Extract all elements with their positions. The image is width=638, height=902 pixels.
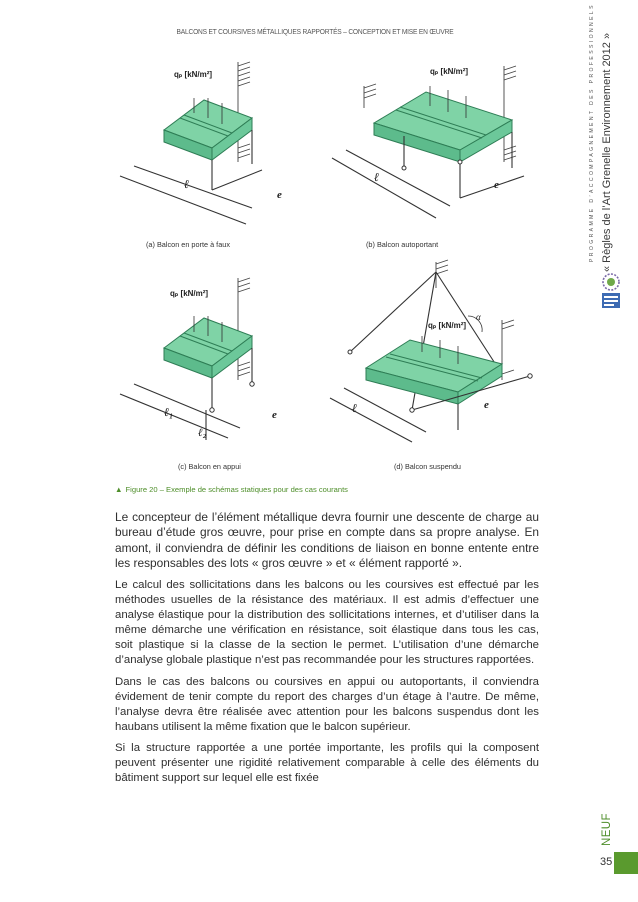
grenelle-logo — [600, 272, 622, 310]
panel-a — [112, 58, 322, 228]
paragraph-2: Le calcul des sollicitations dans les balcons ou les coursives est effectué par les méthodes usuelles de la résistance des matériaux. Il est admis d’effectuer une analyse élastique pour la distribution des sollicitations internes, et d’utiliser dans la même démarche une vérification en résistance, soit élastique dans tous les cas, soit plastique si la classe de la section le permet. L’utilisation d’une démarche d’analyse globale plastique n’est pas recommandée pour les structures rapportées. — [115, 579, 539, 667]
triangle-up-icon: ▲ — [115, 485, 123, 494]
panel-c-dim-e: e — [272, 409, 277, 421]
panel-d-diagram — [326, 258, 540, 454]
panel-d-load-label: qₚ [kN/m²] — [428, 321, 467, 330]
panel-d-dim-l: ℓ — [352, 401, 358, 415]
green-tab — [614, 852, 638, 874]
panel-a-dim-l: ℓ — [184, 177, 190, 191]
figure-20 — [104, 58, 540, 478]
panel-d-angle: α — [476, 312, 481, 322]
panel-c-dim-l1: ℓ₁ — [164, 405, 174, 419]
body-text — [115, 510, 539, 793]
panel-a-diagram — [112, 58, 322, 228]
running-header: BALCONS ET COURSIVES MÉTALLIQUES RAPPORTÉS – CONCEPTION ET MISE EN ŒUVRE — [176, 27, 454, 36]
figure-caption-text: Figure 20 – Exemple de schémas statiques pour des cas courants — [125, 485, 348, 494]
panel-c-caption: (c) Balcon en appui — [178, 462, 241, 471]
panel-a-caption: (a) Balcon en porte à faux — [146, 240, 230, 249]
sidebar-programme: PROGRAMME D’ACCOMPAGNEMENT DES PROFESSIONNELS — [589, 3, 595, 262]
panel-c-dim-l2: ℓ₂ — [198, 427, 207, 439]
panel-d-dim-e: e — [484, 399, 489, 411]
panel-b-dim-e: e — [494, 179, 499, 191]
panel-a-load-label: qₚ [kN/m²] — [174, 70, 213, 79]
panel-b-caption: (b) Balcon autoportant — [366, 240, 439, 249]
panel-d-caption: (d) Balcon suspendu — [394, 462, 461, 471]
sidebar — [589, 3, 629, 298]
paragraph-1: Le concepteur de l’élément métallique devra fournir une descente de charge au bureau d’étude gros œuvre, pour prise en compte dans sa propre analyse. En amont, il conviendra de définir les conditions de liaison en bonne entente entre les responsables des lots « gros œuvre » et « élément rapporté ». — [115, 510, 539, 571]
figure-caption — [115, 485, 348, 494]
sidebar-title: « Règles de l’Art Grenelle Environnement 2012 » — [601, 32, 613, 272]
paragraph-4: Si la structure rapportée a une portée importante, les profils qui la composent peuvent présenter une rigidité relativement comparable à celle des éléments du bâtiment support sur lequel elle est fixée — [115, 742, 539, 785]
panel-b-diagram — [326, 58, 540, 228]
panel-d — [326, 258, 540, 454]
panel-c — [112, 270, 322, 450]
panel-b-dim-l: ℓ — [374, 170, 380, 184]
panel-c-load-label: qₚ [kN/m²] — [170, 289, 209, 298]
paragraph-3: Dans le cas des balcons ou coursives en appui ou autoportants, il conviendra évidement de tenir compte du report des charges d’un étage à l’autre. De même, l’analyse devra être réalisée avec attention pour les balcons suspendus dont les haubans utilisent la même fixation que le balcon supérieur. — [115, 675, 539, 733]
panel-b — [326, 58, 540, 228]
panel-c-diagram — [112, 270, 322, 450]
panel-a-dim-e: e — [277, 189, 282, 201]
panel-b-load-label: qₚ [kN/m²] — [430, 67, 469, 76]
page-number: 35 — [600, 856, 613, 868]
section-label: NEUF — [601, 813, 613, 846]
